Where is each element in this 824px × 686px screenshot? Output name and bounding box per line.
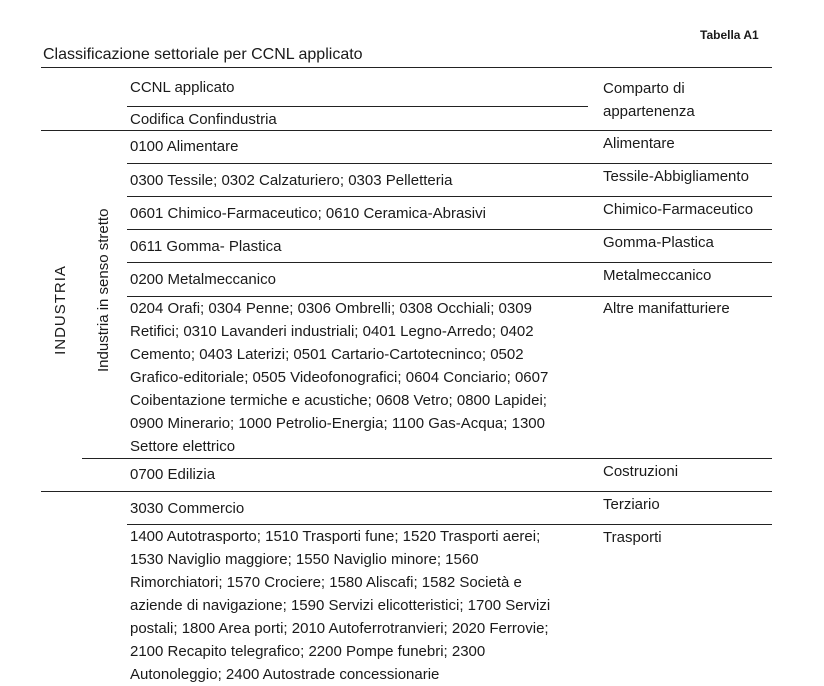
- row-ccnl-line: 0204 Orafi; 0304 Penne; 0306 Ombrelli; 0308 Occhiali; 0309: [130, 300, 532, 317]
- row-ccnl: 0601 Chimico-Farmaceutico; 0610 Ceramica-Abrasivi: [130, 205, 486, 222]
- row-comparto: Terziario: [603, 496, 660, 513]
- column-header-codifica: Codifica Confindustria: [130, 111, 277, 128]
- row-ccnl-line: 1400 Autotrasporto; 1510 Trasporti fune; 1520 Trasporti aerei;: [130, 528, 541, 545]
- group-label-industria: INDUSTRIA: [52, 265, 69, 355]
- row-ccnl-line: Cemento; 0403 Laterizi; 0501 Cartario-Cartotecninco; 0502: [130, 346, 524, 363]
- column-header-comparto: Comparto di appartenenza: [603, 80, 695, 120]
- row-comparto: Costruzioni: [603, 463, 679, 480]
- row-ccnl: 0300 Tessile; 0302 Calzaturiero; 0303 Pelletteria: [130, 172, 453, 189]
- row-ccnl-line: 2100 Recapito telegrafico; 2200 Pompe funebri; 2300: [130, 643, 486, 660]
- row-ccnl-line: Grafico-editoriale; 0505 Videofonografici; 0604 Conciario; 0607: [130, 369, 549, 386]
- row-ccnl-line: Retifici; 0310 Lavanderi industriali; 0401 Legno-Arredo; 0402: [130, 323, 534, 340]
- row-ccnl-line: aziende di navigazione; 1590 Servizi elicotteristici; 1700 Servizi: [130, 597, 551, 614]
- row-ccnl-line: postali; 1800 Area porti; 2010 Autoferrotranvieri; 2020 Ferrovie;: [130, 620, 549, 637]
- column-header-ccnl: CCNL applicato: [130, 79, 235, 96]
- row-ccnl: 0100 Alimentare: [130, 138, 239, 155]
- row-ccnl-multiline: [130, 297, 548, 458]
- row-divider: [127, 229, 772, 230]
- row-comparto: Chimico-Farmaceutico: [603, 201, 754, 218]
- row-ccnl: 3030 Commercio: [130, 500, 245, 517]
- row-comparto: Alimentare: [603, 135, 675, 152]
- row-ccnl: 0700 Edilizia: [130, 466, 216, 483]
- row-ccnl-multiline: [130, 525, 550, 686]
- row-divider: [82, 458, 772, 459]
- table-tag: Tabella A1: [700, 28, 759, 42]
- row-comparto: Altre manifatturiere: [603, 300, 730, 317]
- row-comparto: Tessile-Abbigliamento: [603, 168, 749, 185]
- row-divider: [127, 163, 772, 164]
- row-ccnl-line: 1530 Naviglio maggiore; 1550 Naviglio minore; 1560: [130, 551, 479, 568]
- row-ccnl-line: Rimorchiatori; 1570 Crociere; 1580 Aliscafi; 1582 Società e: [130, 574, 522, 591]
- row-comparto: Gomma-Plastica: [603, 234, 714, 251]
- table-title: Classificazione settoriale per CCNL applicato: [43, 46, 363, 63]
- header-bottom-rule: [41, 130, 772, 131]
- section-divider: [41, 491, 772, 492]
- group-label-industria-senso-stretto: Industria in senso stretto: [95, 208, 112, 372]
- top-rule: [41, 67, 772, 68]
- row-divider: [127, 196, 772, 197]
- header-subrule: [127, 106, 588, 107]
- row-comparto: Trasporti: [603, 529, 662, 546]
- row-divider: [127, 262, 772, 263]
- row-ccnl-line: 0900 Minerario; 1000 Petrolio-Energia; 1100 Gas-Acqua; 1300: [130, 415, 545, 432]
- row-comparto: Metalmeccanico: [603, 267, 712, 284]
- row-ccnl-line: Autonoleggio; 2400 Autostrade concessionarie: [130, 666, 440, 683]
- row-ccnl: 0200 Metalmeccanico: [130, 271, 276, 288]
- row-ccnl-line: Coibentazione termiche e acustiche; 0608 Vetro; 0800 Lapidei;: [130, 392, 547, 409]
- row-ccnl-line: Settore elettrico: [130, 438, 236, 455]
- row-ccnl: 0611 Gomma- Plastica: [130, 238, 282, 255]
